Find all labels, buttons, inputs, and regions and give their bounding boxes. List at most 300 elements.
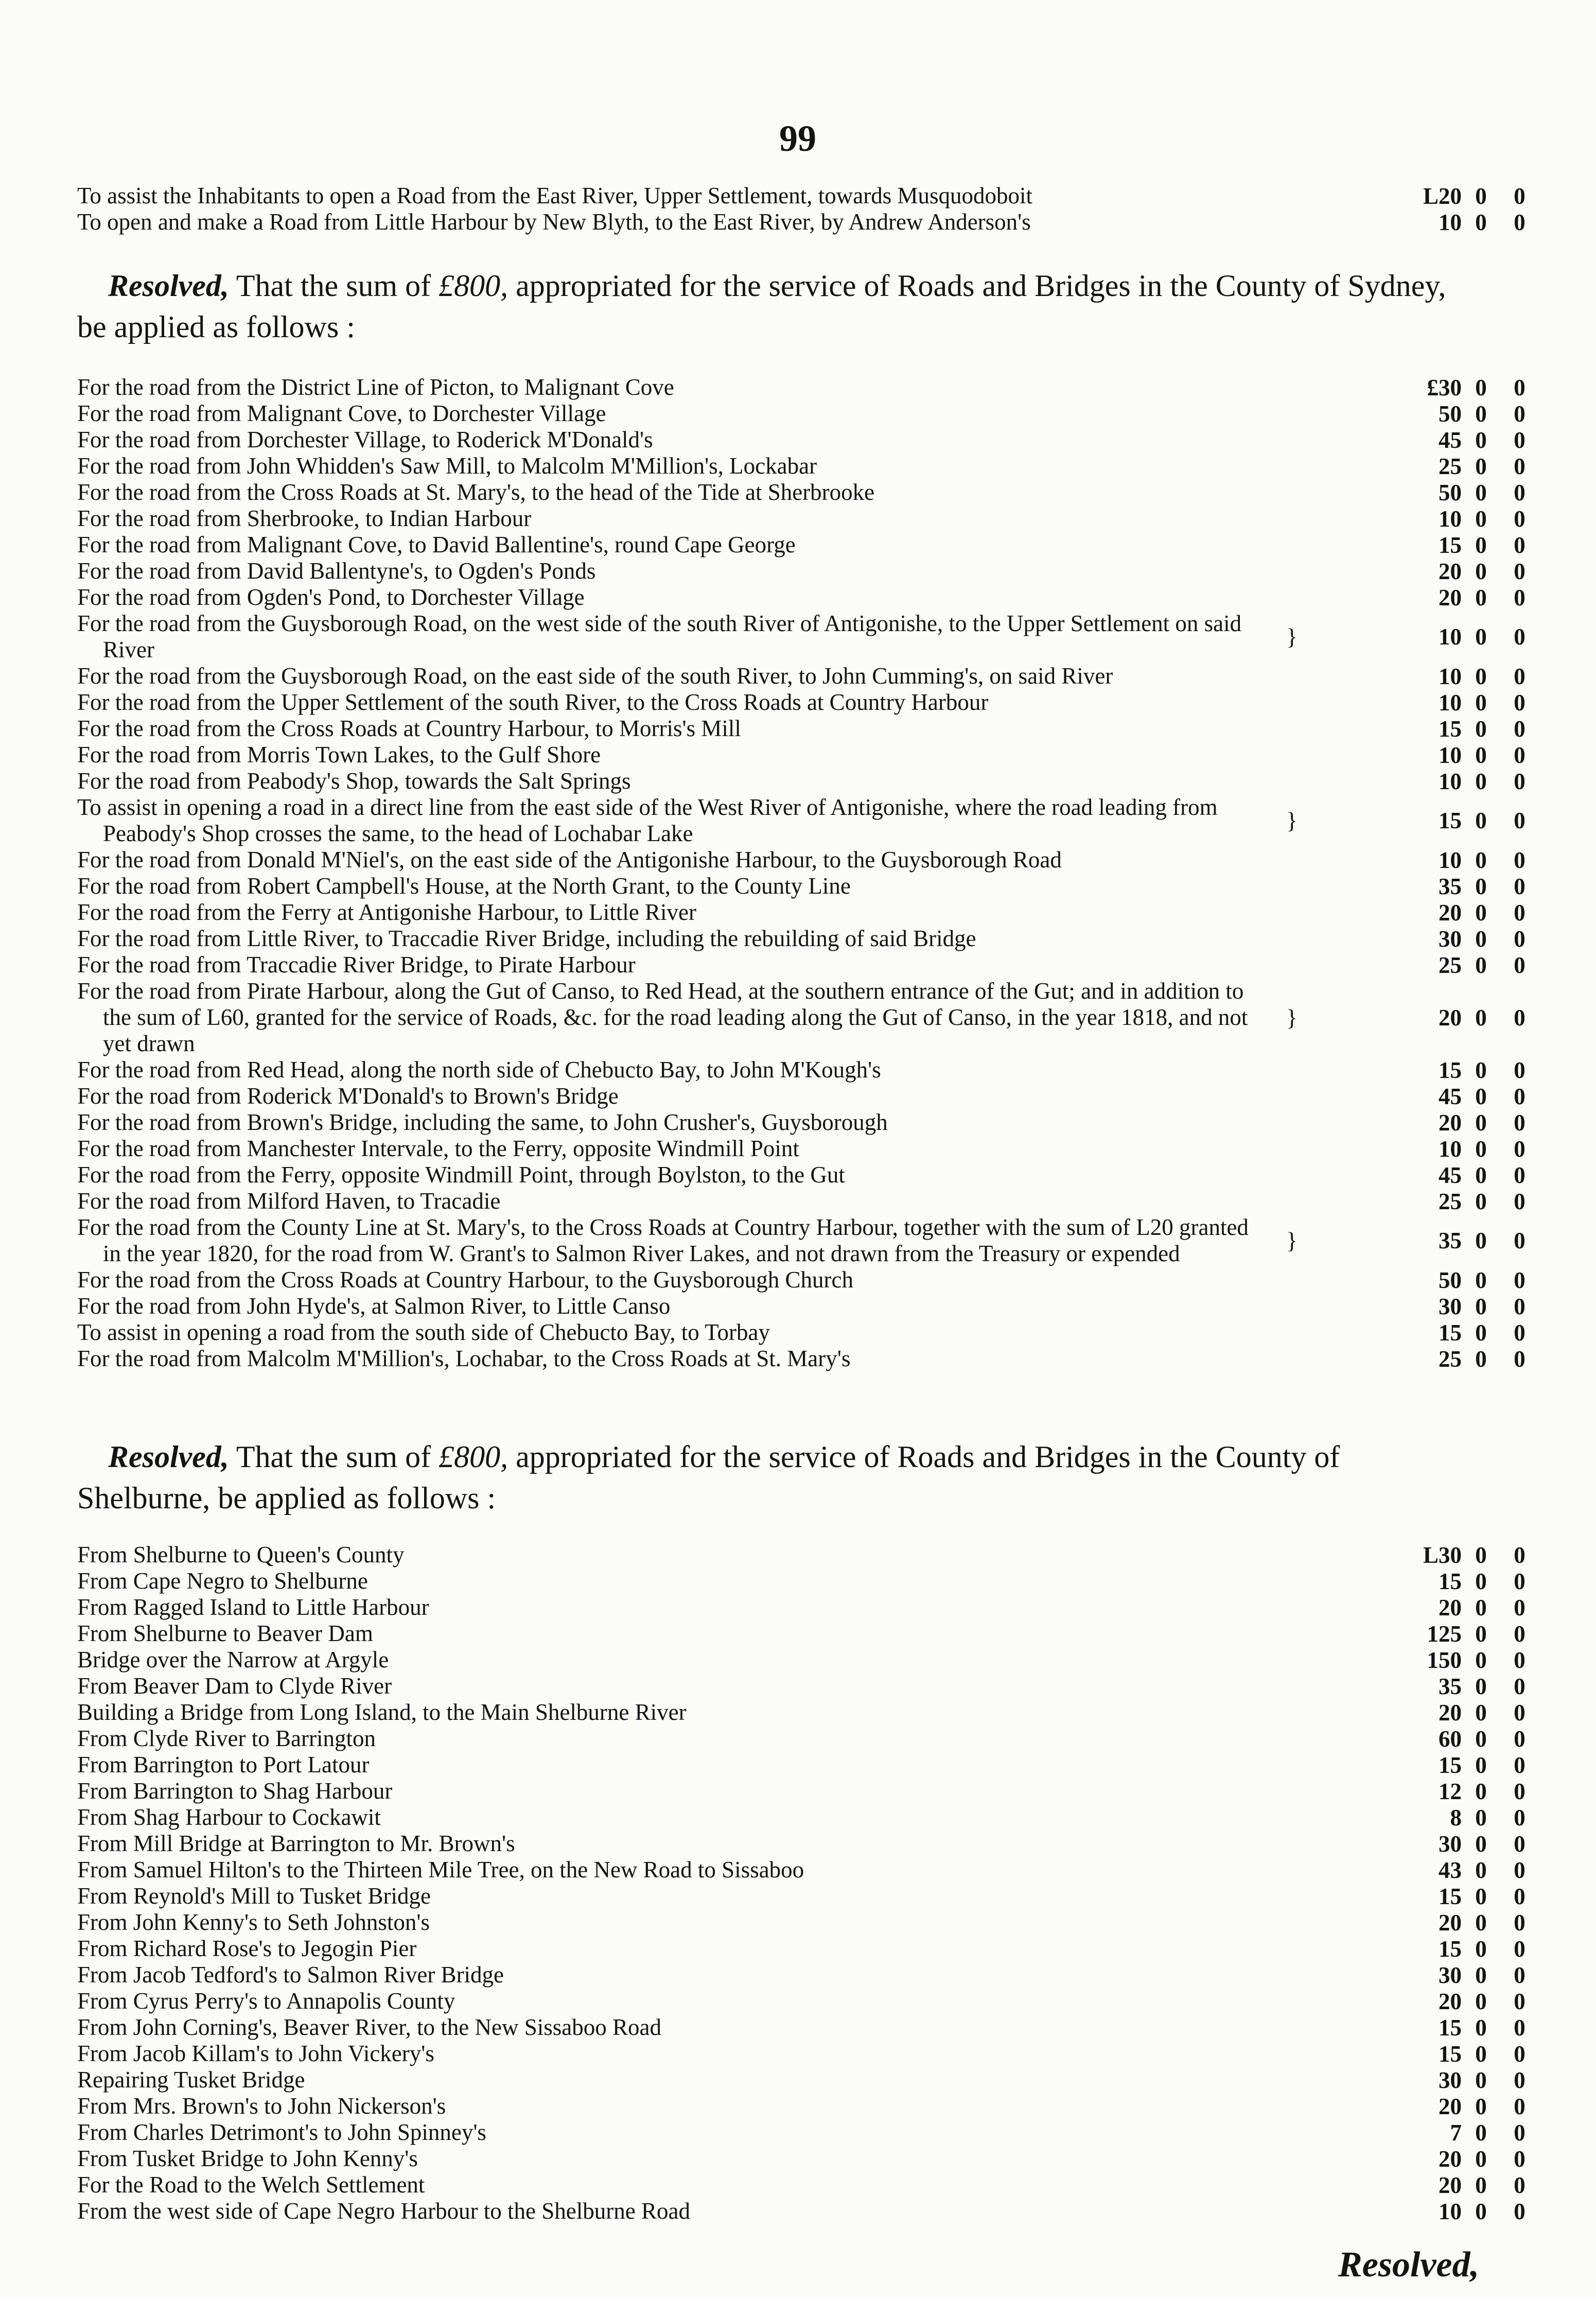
amount-pence: 0 [1514, 624, 1525, 650]
amount-shillings: 0 [1475, 2067, 1487, 2093]
appropriation-row [77, 1752, 1525, 1778]
amount [1384, 400, 1549, 427]
appropriation-description: For the road from the County Line at St. Mary's, to the Cross Roads at Country Harbour, together with the sum of L20 granted in the year 1820, for the road from W. Grant's to Salmon River Lakes, and not drawn from the Treasury or expended [77, 1214, 1249, 1266]
amount-pounds: L30 [1423, 1542, 1462, 1568]
resolution-text-after: appropriated for the service of Roads and Bridges in the County of Shelburne, be applied as follows : [77, 1440, 1340, 1515]
amount-pence: 0 [1514, 2119, 1525, 2146]
appropriation-description: From Shelburne to Queen's County [77, 1542, 405, 1568]
appropriation-description: For the road from Sherbrooke, to Indian Harbour [77, 506, 532, 531]
amount-pence: 0 [1514, 1778, 1525, 1804]
amount-shillings: 0 [1475, 1162, 1487, 1188]
amount-shillings: 0 [1475, 1883, 1487, 1909]
appropriation-description: From Barrington to Shag Harbour [77, 1778, 393, 1804]
amount [1384, 2014, 1549, 2041]
amount-pounds: 30 [1439, 1831, 1462, 1857]
appropriation-description: For the road from John Whidden's Saw Mill, to Malcolm M'Million's, Lockabar [77, 453, 817, 479]
appropriation-description: For the road from the Ferry at Antigonishe Harbour, to Little River [77, 899, 696, 925]
appropriation-description: For the road from Pirate Harbour, along the Gut of Canso, to Red Head, at the southern entrance of the Gut; and in addition to the sum of L60, granted for the service of Roads, &c. for the road leading along the Gut of Canso, in the year 1818, and not yet drawn [77, 978, 1248, 1056]
appropriation-description: For the road from Robert Campbell's House, at the North Grant, to the County Line [77, 873, 851, 899]
appropriation-row [77, 1621, 1525, 1647]
amount-pence: 0 [1514, 1293, 1525, 1319]
amount-shillings: 0 [1475, 624, 1487, 650]
appropriation-description: For the road from Ogden's Pond, to Dorchester Village [77, 584, 585, 610]
amount [1384, 584, 1549, 611]
amount-shillings: 0 [1475, 1857, 1487, 1883]
appropriation-row [77, 506, 1525, 532]
appropriation-description: Building a Bridge from Long Island, to the Main Shelburne River [77, 1699, 687, 1725]
amount [1384, 1594, 1549, 1621]
appropriation-row [77, 1136, 1525, 1162]
amount [1384, 1831, 1549, 1857]
amount [1384, 663, 1549, 689]
amount-pence: 0 [1514, 1647, 1525, 1673]
amount-shillings: 0 [1475, 1699, 1487, 1726]
amount-shillings: 0 [1475, 952, 1487, 978]
amount-shillings: 0 [1475, 2014, 1487, 2041]
appropriation-row [77, 1909, 1525, 1936]
appropriation-row [77, 742, 1525, 768]
amount-pounds: 15 [1439, 1568, 1462, 1594]
amount [1384, 1883, 1549, 1909]
amount-pence: 0 [1514, 183, 1525, 209]
amount-pounds: 20 [1439, 558, 1462, 584]
amount-pounds: 10 [1439, 742, 1462, 768]
amount-pounds: 45 [1439, 427, 1462, 453]
amount-shillings: 0 [1475, 1752, 1487, 1778]
amount [1384, 952, 1549, 978]
amount-pounds: 30 [1439, 2067, 1462, 2093]
appropriation-description: For the road from Manchester Intervale, to the Ferry, opposite Windmill Point [77, 1136, 799, 1161]
appropriation-description: To assist in opening a road in a direct line from the east side of the West River of Antigonishe, where the road leading from Peabody's Shop crosses the same, to the head of Lochabar Lake [77, 794, 1218, 846]
appropriation-description: For the road from the District Line of Picton, to Malignant Cove [77, 374, 674, 400]
amount-shillings: 0 [1475, 689, 1487, 716]
appropriation-description: From Jacob Tedford's to Salmon River Bridge [77, 1962, 504, 1988]
amount-shillings: 0 [1475, 663, 1487, 689]
amount [1384, 1568, 1549, 1594]
appropriation-description: From Charles Detrimont's to John Spinney's [77, 2119, 486, 2145]
amount-pounds: 20 [1439, 1699, 1462, 1726]
amount-shillings: 0 [1475, 183, 1487, 209]
amount-pounds: 35 [1439, 1228, 1462, 1253]
appropriation-description: For the road from Little River, to Traccadie River Bridge, including the rebuilding of said Bridge [77, 926, 976, 951]
amount [1384, 427, 1549, 453]
amount-pence: 0 [1514, 689, 1525, 716]
amount-shillings: 0 [1475, 1594, 1487, 1621]
amount-pence: 0 [1514, 1346, 1525, 1372]
amount-pence: 0 [1514, 427, 1525, 453]
amount [1384, 1778, 1549, 1804]
amount-shillings: 0 [1475, 2198, 1487, 2224]
amount-shillings: 0 [1475, 1726, 1487, 1752]
appropriation-description: From Reynold's Mill to Tusket Bridge [77, 1883, 431, 1909]
amount [1384, 2119, 1549, 2146]
amount-shillings: 0 [1475, 1188, 1487, 1214]
appropriation-row [77, 1594, 1525, 1621]
amount-pence: 0 [1514, 374, 1525, 400]
appropriation-row [77, 532, 1525, 558]
amount-pounds: 15 [1439, 1319, 1462, 1346]
amount [1384, 899, 1549, 926]
amount-pence: 0 [1514, 1228, 1525, 1253]
sydney-appropriations [77, 374, 1525, 1372]
amount [1384, 1542, 1549, 1568]
appropriation-description: From John Kenny's to Seth Johnston's [77, 1909, 430, 1935]
appropriation-row [77, 1962, 1525, 1988]
amount-pence: 0 [1514, 2041, 1525, 2067]
amount [1384, 1267, 1549, 1293]
amount [1384, 611, 1549, 663]
amount-pence: 0 [1514, 1857, 1525, 1883]
amount-pounds: 10 [1439, 1136, 1462, 1162]
amount-pounds: 30 [1439, 1293, 1462, 1319]
amount-shillings: 0 [1475, 1962, 1487, 1988]
amount-pence: 0 [1514, 768, 1525, 794]
appropriation-description: For the road from the Cross Roads at St. Mary's, to the head of the Tide at Sherbrooke [77, 479, 875, 505]
amount-pence: 0 [1514, 1621, 1525, 1647]
amount-pence: 0 [1514, 1319, 1525, 1346]
amount-pounds: 15 [1439, 1752, 1462, 1778]
appropriation-description: From Cape Negro to Shelburne [77, 1568, 368, 1594]
appropriation-row [77, 873, 1525, 899]
appropriation-description: For the road from the Guysborough Road, on the west side of the south River of Antigonishe, to the Upper Settlement on said River [77, 611, 1242, 663]
appropriation-row [77, 183, 1525, 209]
appropriation-description: To open and make a Road from Little Harbour by New Blyth, to the East River, by Andrew Anderson's [77, 209, 1031, 235]
appropriation-description: For the road from the Upper Settlement of the south River, to the Cross Roads at Country Harbour [77, 689, 989, 715]
amount [1384, 2041, 1549, 2067]
amount-shillings: 0 [1475, 1778, 1487, 1804]
amount-pounds: 20 [1439, 2172, 1462, 2198]
appropriation-row [77, 2119, 1525, 2146]
resolution-text-before: That the sum of [236, 1440, 431, 1474]
appropriation-row [77, 2198, 1525, 2224]
amount-pounds: 20 [1439, 1594, 1462, 1621]
brace-mark: } [1286, 1004, 1297, 1031]
appropriation-description: For the road from the Guysborough Road, on the east side of the south River, to John Cumming's, on said River [77, 663, 1113, 689]
appropriation-description: Bridge over the Narrow at Argyle [77, 1647, 389, 1673]
amount-shillings: 0 [1475, 558, 1487, 584]
amount-shillings: 0 [1475, 584, 1487, 611]
amount-pence: 0 [1514, 1004, 1525, 1031]
amount [1384, 873, 1549, 899]
amount [1384, 1647, 1549, 1673]
amount-pence: 0 [1514, 847, 1525, 873]
amount [1384, 1057, 1549, 1083]
appropriation-description: For the road from Donald M'Niel's, on the east side of the Antigonishe Harbour, to the Guysborough Road [77, 847, 1062, 873]
appropriation-description: From John Corning's, Beaver River, to the New Sissaboo Road [77, 2014, 661, 2040]
appropriation-row [77, 1883, 1525, 1909]
appropriation-description: For the road from Red Head, along the north side of Chebucto Bay, to John M'Kough's [77, 1057, 881, 1083]
amount [1384, 183, 1549, 209]
amount [1384, 1083, 1549, 1109]
amount-pounds: £30 [1427, 374, 1462, 400]
amount-pence: 0 [1514, 899, 1525, 926]
amount-shillings: 0 [1475, 374, 1487, 400]
amount-pence: 0 [1514, 1752, 1525, 1778]
resolution-sum: £800, [439, 269, 508, 303]
amount [1384, 2172, 1549, 2198]
amount-pounds: 20 [1439, 2146, 1462, 2172]
amount-pence: 0 [1514, 1162, 1525, 1188]
resolved-word: Resolved, [108, 269, 229, 303]
appropriation-row [77, 209, 1525, 235]
amount-shillings: 0 [1475, 2172, 1487, 2198]
resolution-text-before: That the sum of [236, 269, 431, 303]
amount [1384, 1188, 1549, 1214]
appropriation-row [77, 926, 1525, 952]
appropriation-description: From Mill Bridge at Barrington to Mr. Brown's [77, 1831, 515, 1856]
amount-pounds: 15 [1439, 716, 1462, 742]
amount-pounds: 15 [1439, 1057, 1462, 1083]
appropriation-row [77, 899, 1525, 926]
amount-shillings: 0 [1475, 400, 1487, 427]
amount-pounds: 12 [1439, 1778, 1462, 1804]
appropriation-row [77, 2146, 1525, 2172]
amount-pence: 0 [1514, 1936, 1525, 1962]
amount [1384, 1162, 1549, 1188]
amount-pence: 0 [1514, 1188, 1525, 1214]
amount [1384, 453, 1549, 479]
amount-shillings: 0 [1475, 1293, 1487, 1319]
amount-shillings: 0 [1475, 479, 1487, 506]
amount-pounds: 20 [1439, 2093, 1462, 2119]
appropriation-description: For the Road to the Welch Settlement [77, 2172, 425, 2198]
amount-shillings: 0 [1475, 2041, 1487, 2067]
amount-pounds: 45 [1439, 1162, 1462, 1188]
amount-pence: 0 [1514, 926, 1525, 952]
appropriation-row [77, 584, 1525, 611]
amount-pence: 0 [1514, 2093, 1525, 2119]
amount [1384, 1726, 1549, 1752]
appropriation-description: From Shelburne to Beaver Dam [77, 1621, 373, 1646]
amount-pounds: 25 [1439, 1188, 1462, 1214]
appropriation-row [77, 1936, 1525, 1962]
amount-pence: 0 [1514, 2146, 1525, 2172]
appropriation-row [77, 2093, 1525, 2119]
resolved-word: Resolved, [108, 1440, 229, 1474]
amount-pounds: 60 [1439, 1726, 1462, 1752]
amount-pounds: 10 [1439, 209, 1462, 235]
amount-pounds: 45 [1439, 1083, 1462, 1109]
amount-shillings: 0 [1475, 1621, 1487, 1647]
amount-pounds: 150 [1427, 1647, 1462, 1673]
amount-shillings: 0 [1475, 1228, 1487, 1253]
appropriation-row [77, 1857, 1525, 1883]
appropriation-description: From Mrs. Brown's to John Nickerson's [77, 2093, 446, 2119]
amount-pence: 0 [1514, 952, 1525, 978]
amount-shillings: 0 [1475, 716, 1487, 742]
amount-shillings: 0 [1475, 1647, 1487, 1673]
appropriation-description: For the road from David Ballentyne's, to Ogden's Ponds [77, 558, 596, 584]
amount-shillings: 0 [1475, 1267, 1487, 1293]
appropriation-description: For the road from Dorchester Village, to Roderick M'Donald's [77, 427, 653, 452]
resolution-text-after: appropriated for the service of Roads and Bridges in the County of Sydney, be applied as follows : [77, 269, 1446, 344]
appropriation-description: For the road from John Hyde's, at Salmon River, to Little Canso [77, 1293, 671, 1319]
amount-pounds: 20 [1439, 1109, 1462, 1136]
amount [1384, 1962, 1549, 1988]
amount-pounds: 10 [1439, 847, 1462, 873]
amount-shillings: 0 [1475, 2093, 1487, 2119]
amount-pence: 0 [1514, 1883, 1525, 1909]
appropriation-row [77, 794, 1525, 847]
amount-shillings: 0 [1475, 899, 1487, 926]
appropriation-description: From Samuel Hilton's to the Thirteen Mile Tree, on the New Road to Sissaboo [77, 1857, 804, 1883]
amount [1384, 1109, 1549, 1136]
amount [1384, 847, 1549, 873]
appropriation-row [77, 1778, 1525, 1804]
amount-pence: 0 [1514, 1267, 1525, 1293]
amount [1384, 1293, 1549, 1319]
amount-pence: 0 [1514, 2067, 1525, 2093]
amount-pounds: 10 [1439, 663, 1462, 689]
page-number: 99 [779, 118, 816, 159]
appropriation-row [77, 2067, 1525, 2093]
amount-pounds: 15 [1439, 808, 1462, 833]
amount-pounds: 15 [1439, 1883, 1462, 1909]
appropriation-description: To assist in opening a road from the south side of Chebucto Bay, to Torbay [77, 1319, 770, 1345]
appropriation-description: From Richard Rose's to Jegogin Pier [77, 1936, 417, 1961]
amount-pence: 0 [1514, 2014, 1525, 2041]
resolution-sydney [77, 265, 1457, 347]
appropriation-description: For the road from Morris Town Lakes, to the Gulf Shore [77, 742, 601, 768]
amount-pence: 0 [1514, 716, 1525, 742]
amount-pounds: 8 [1450, 1804, 1462, 1831]
amount-pounds: 50 [1439, 479, 1462, 506]
amount [1384, 1319, 1549, 1346]
appropriation-row [77, 1267, 1525, 1293]
amount-shillings: 0 [1475, 742, 1487, 768]
appropriation-row [77, 1647, 1525, 1673]
amount-shillings: 0 [1475, 427, 1487, 453]
amount-pence: 0 [1514, 1909, 1525, 1936]
amount [1384, 1621, 1549, 1647]
appropriation-row [77, 427, 1525, 453]
amount-shillings: 0 [1475, 768, 1487, 794]
amount-pounds: 7 [1450, 2119, 1462, 2146]
appropriation-description: From Tusket Bridge to John Kenny's [77, 2146, 418, 2171]
amount-pounds: L20 [1423, 183, 1462, 209]
appropriation-description: For the road from the Cross Roads at Country Harbour, to Morris's Mill [77, 716, 741, 741]
appropriation-row [77, 1699, 1525, 1726]
amount [1384, 689, 1549, 716]
appropriation-description: From Shag Harbour to Cockawit [77, 1804, 381, 1830]
appropriation-description: From Barrington to Port Latour [77, 1752, 370, 1778]
appropriation-description: For the road from Malcolm M'Million's, Lochabar, to the Cross Roads at St. Mary's [77, 1346, 851, 1371]
amount-shillings: 0 [1475, 1542, 1487, 1568]
amount-shillings: 0 [1475, 1988, 1487, 2014]
appropriation-row [77, 978, 1525, 1057]
amount-pounds: 20 [1439, 1909, 1462, 1936]
appropriation-description: From Ragged Island to Little Harbour [77, 1594, 429, 1620]
appropriation-row [77, 768, 1525, 794]
amount-pounds: 15 [1439, 2041, 1462, 2067]
amount [1384, 768, 1549, 794]
appropriation-row [77, 1083, 1525, 1109]
appropriation-row [77, 847, 1525, 873]
amount-pence: 0 [1514, 1136, 1525, 1162]
appropriation-description: From Cyrus Perry's to Annapolis County [77, 1988, 455, 2014]
appropriation-row [77, 374, 1525, 400]
amount-pence: 0 [1514, 873, 1525, 899]
amount-pounds: 15 [1439, 532, 1462, 558]
amount-shillings: 0 [1475, 1936, 1487, 1962]
amount-pounds: 43 [1439, 1857, 1462, 1883]
brace-mark: } [1286, 624, 1297, 650]
amount [1384, 2198, 1549, 2224]
appropriation-row [77, 952, 1525, 978]
amount-pounds: 10 [1439, 506, 1462, 532]
appropriation-description: For the road from the Cross Roads at Country Harbour, to the Guysborough Church [77, 1267, 853, 1293]
amount-pence: 0 [1514, 808, 1525, 833]
amount [1384, 2146, 1549, 2172]
amount-shillings: 0 [1475, 873, 1487, 899]
amount-pounds: 50 [1439, 400, 1462, 427]
amount-pence: 0 [1514, 1083, 1525, 1109]
amount [1384, 794, 1549, 847]
amount-pence: 0 [1514, 506, 1525, 532]
amount-pence: 0 [1514, 1988, 1525, 2014]
appropriation-description: For the road from Malignant Cove, to Dorchester Village [77, 400, 606, 426]
amount-pounds: 50 [1439, 1267, 1462, 1293]
appropriation-row [77, 453, 1525, 479]
appropriation-description: From the west side of Cape Negro Harbour to the Shelburne Road [77, 2198, 690, 2224]
intro-appropriations [77, 183, 1525, 235]
amount-shillings: 0 [1475, 209, 1487, 235]
amount [1384, 1699, 1549, 1726]
amount-pounds: 10 [1439, 2198, 1462, 2224]
appropriation-row [77, 1831, 1525, 1857]
amount [1384, 716, 1549, 742]
amount [1384, 1346, 1549, 1372]
amount [1384, 1988, 1549, 2014]
amount-pounds: 20 [1439, 1988, 1462, 2014]
amount-pounds: 25 [1439, 1346, 1462, 1372]
amount-pence: 0 [1514, 479, 1525, 506]
amount [1384, 1804, 1549, 1831]
amount-shillings: 0 [1475, 2119, 1487, 2146]
amount [1384, 1136, 1549, 1162]
amount-shillings: 0 [1475, 1004, 1487, 1031]
appropriation-description: From Clyde River to Barrington [77, 1726, 376, 1751]
appropriation-description: For the road from Brown's Bridge, including the same, to John Crusher's, Guysborough [77, 1109, 888, 1135]
amount-pounds: 20 [1439, 899, 1462, 926]
amount-pounds: 125 [1427, 1621, 1462, 1647]
appropriation-row [77, 716, 1525, 742]
amount [1384, 1752, 1549, 1778]
appropriation-row [77, 1293, 1525, 1319]
amount-pence: 0 [1514, 1057, 1525, 1083]
amount-shillings: 0 [1475, 453, 1487, 479]
appropriation-row [77, 1346, 1525, 1372]
appropriation-row [77, 1162, 1525, 1188]
amount-pounds: 25 [1439, 952, 1462, 978]
appropriation-row [77, 1673, 1525, 1699]
amount-pence: 0 [1514, 1673, 1525, 1699]
appropriation-row [77, 611, 1525, 663]
amount-shillings: 0 [1475, 1109, 1487, 1136]
appropriation-description: From Jacob Killam's to John Vickery's [77, 2041, 434, 2066]
appropriation-description: For the road from Traccadie River Bridge, to Pirate Harbour [77, 952, 636, 978]
amount-shillings: 0 [1475, 1057, 1487, 1083]
appropriation-row [77, 663, 1525, 689]
amount [1384, 1909, 1549, 1936]
appropriation-row [77, 1726, 1525, 1752]
amount-shillings: 0 [1475, 2146, 1487, 2172]
appropriation-description: From Beaver Dam to Clyde River [77, 1673, 392, 1699]
amount [1384, 742, 1549, 768]
amount-pence: 0 [1514, 558, 1525, 584]
appropriation-row [77, 479, 1525, 506]
amount-pence: 0 [1514, 1804, 1525, 1831]
